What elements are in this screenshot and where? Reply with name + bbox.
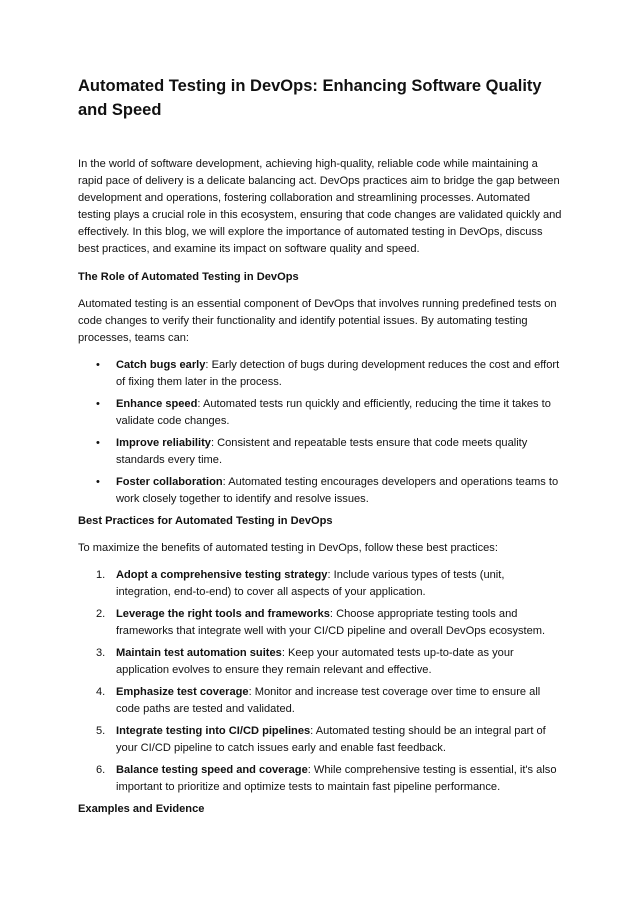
- list-item-number: 1.: [96, 569, 106, 581]
- list-item-text: : Automated testing encourages developers and operations teams to work closely together to identify and resolve issues.: [116, 476, 559, 505]
- list-item: [78, 606, 562, 640]
- list-item-term: Adopt a comprehensive testing strategy: [116, 569, 328, 581]
- list-item-text: : Monitor and increase test coverage over time to ensure all code paths are tested and validated.: [116, 686, 541, 715]
- list-item-text: : Early detection of bugs during development reduces the cost and effort of fixing them later in the process.: [116, 359, 560, 388]
- bullet-icon: •: [96, 437, 100, 449]
- list-item-term: Maintain test automation suites: [116, 647, 282, 659]
- list-item-term: Catch bugs early: [116, 359, 206, 371]
- list-item-number: 5.: [96, 725, 106, 737]
- list-item: [78, 474, 562, 508]
- list-item-text: : While comprehensive testing is essential, it's also important to prioritize and optimize tests to maintain fast pipeline performance.: [116, 764, 557, 793]
- list-item-text: : Automated tests run quickly and efficiently, reducing the time it takes to validate code changes.: [116, 398, 551, 427]
- list-item: [78, 396, 562, 430]
- list-item: [78, 357, 562, 391]
- list-item-number: 2.: [96, 608, 106, 620]
- list-item-term: Foster collaboration: [116, 476, 223, 488]
- bullet-icon: •: [96, 359, 100, 371]
- section-heading-examples: Examples and Evidence: [78, 803, 205, 815]
- list-item-text: : Choose appropriate testing tools and frameworks that integrate well with your CI/CD pipeline and overall DevOps ecosystem.: [116, 608, 546, 637]
- bullet-icon: •: [96, 476, 100, 488]
- list-item-term: Leverage the right tools and frameworks: [116, 608, 330, 620]
- section-paragraph-role: Automated testing is an essential component of DevOps that involves running predefined tests on code changes to verify their functionality and identify potential issues. By automating testing processes, teams can:: [78, 298, 557, 344]
- section-heading-best-practices: Best Practices for Automated Testing in DevOps: [78, 515, 333, 527]
- list-item-term: Improve reliability: [116, 437, 211, 449]
- list-item: [78, 762, 562, 796]
- list-item-number: 6.: [96, 764, 106, 776]
- document-title: Automated Testing in DevOps: Enhancing Software Quality and Speed: [78, 77, 542, 119]
- list-item-text: : Include various types of tests (unit, integration, end-to-end) to cover all aspects of your application.: [116, 569, 505, 598]
- bullet-icon: •: [96, 398, 100, 410]
- list-item-text: : Consistent and repeatable tests ensure that code meets quality standards every time.: [116, 437, 528, 466]
- list-item: [78, 723, 562, 757]
- list-item-number: 3.: [96, 647, 106, 659]
- list-item-text: : Automated testing should be an integral part of your CI/CD pipeline to catch issues early and enable fast feedback.: [116, 725, 546, 754]
- document-page: [78, 74, 562, 818]
- list-item-term: Integrate testing into CI/CD pipelines: [116, 725, 311, 737]
- list-item-term: Balance testing speed and coverage: [116, 764, 308, 776]
- list-item-term: Enhance speed: [116, 398, 198, 410]
- list-item-text: : Keep your automated tests up-to-date as your application evolves to ensure they remain relevant and effective.: [116, 647, 514, 676]
- list-item-number: 4.: [96, 686, 106, 698]
- list-item: [78, 435, 562, 469]
- list-item: [78, 567, 562, 601]
- list-item: [78, 684, 562, 718]
- section-heading-role: The Role of Automated Testing in DevOps: [78, 271, 299, 283]
- intro-paragraph: In the world of software development, achieving high-quality, reliable code while maintaining a rapid pace of delivery is a delicate balancing act. DevOps practices aim to bridge the gap between development and operations, fostering collaboration and streamlining processes. Automated testing plays a crucial role in this ecosystem, ensuring that code changes are validated quickly and effectively. In this blog, we will explore the importance of automated testing in DevOps, discuss best practices, and examine its impact on software quality and speed.: [78, 158, 562, 255]
- section-paragraph-best-practices: To maximize the benefits of automated testing in DevOps, follow these best practices:: [78, 542, 498, 554]
- benefits-list: [78, 357, 562, 508]
- list-item-term: Emphasize test coverage: [116, 686, 249, 698]
- list-item: [78, 645, 562, 679]
- best-practices-list: [78, 567, 562, 796]
